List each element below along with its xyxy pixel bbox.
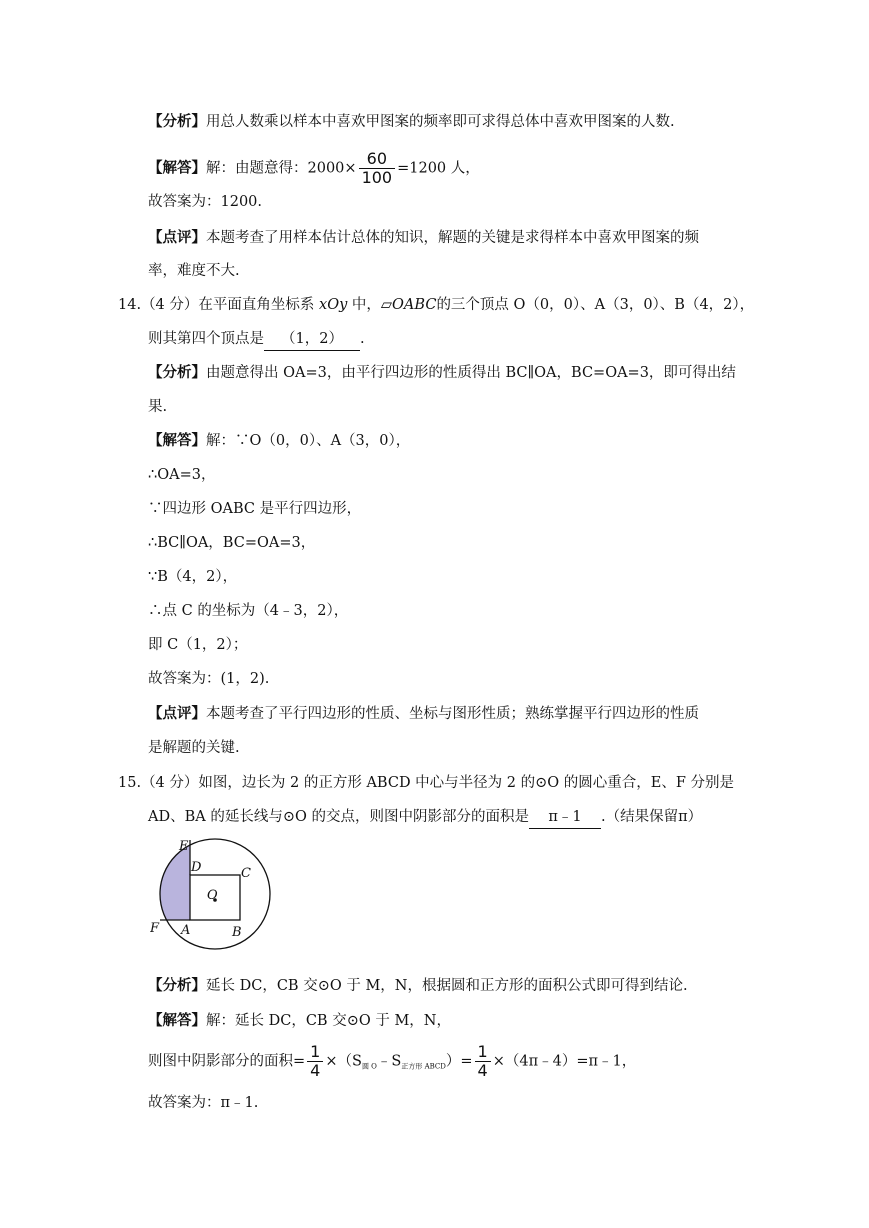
q14-analysis-line1	[148, 362, 736, 384]
stem-text: （4 分）在平面直角坐标系	[141, 297, 320, 313]
solution-text-post: =1200 人，	[397, 160, 480, 177]
solution-text: ﹣S	[376, 1053, 402, 1070]
q14-step: ∴OA=3，	[148, 467, 216, 483]
q15-stem-line2	[148, 806, 702, 829]
label-a: A	[181, 923, 191, 938]
q15-solution-line1	[148, 1010, 451, 1032]
solution-tag: 【解答】	[148, 433, 206, 449]
analysis-text: 用总人数乘以样本中喜欢甲图案的频率即可求得总体中喜欢甲图案的人数.	[206, 114, 675, 130]
label-o: O	[207, 888, 218, 903]
q14-stem-line2	[148, 328, 365, 351]
q14-stem-line1	[118, 294, 754, 316]
subscript-square: 正方形 ABCD	[401, 1062, 446, 1071]
label-b: B	[232, 925, 242, 940]
label-e: E	[179, 839, 189, 854]
comment-text: 本题考查了用样本估计总体的知识，解题的关键是求得样本中喜欢甲图案的频	[206, 230, 699, 246]
q14-solution-line1	[148, 430, 410, 452]
label-f: F	[150, 921, 160, 936]
answer-blank: π﹣1	[529, 806, 601, 829]
question-number: 15.	[118, 775, 142, 791]
q14-step: ∴BC∥OA，BC=OA=3，	[148, 535, 316, 551]
analysis-tag: 【分析】	[148, 365, 206, 381]
analysis-tag: 【分析】	[148, 978, 206, 994]
q14-step: 即 C（1，2）；	[148, 637, 248, 653]
q15-solution-line2	[148, 1043, 636, 1080]
fraction-denominator: 4	[475, 1061, 491, 1080]
stem-text: 中，▱	[347, 297, 393, 313]
q13-comment-line1	[148, 227, 699, 249]
circle-square-figure	[150, 836, 280, 960]
stem-text: .	[360, 331, 365, 347]
q15-stem-line1	[118, 772, 734, 794]
solution-text: ×（4π﹣4）=π﹣1，	[492, 1053, 637, 1070]
solution-text: ×（S	[325, 1053, 362, 1070]
q14-step: ∵四边形 OABC 是平行四边形，	[148, 501, 362, 517]
fraction-numerator: 1	[310, 1042, 321, 1061]
q15-analysis	[148, 975, 688, 997]
stem-oabc: OABC	[392, 297, 437, 313]
solution-text: 则图中阴影部分的面积=	[148, 1053, 306, 1070]
q13-answer: 故答案为：1200.	[148, 194, 263, 210]
analysis-text: 由题意得出 OA=3，由平行四边形的性质得出 BC∥OA，BC=OA=3，即可得出结	[206, 365, 736, 381]
solution-text-pre: 解：由题意得：2000×	[206, 160, 357, 177]
label-d: D	[191, 860, 202, 875]
solution-text: 解：∵O（0，0）、A（3，0），	[206, 433, 411, 449]
question-number: 14.	[118, 297, 142, 313]
stem-text: 的三个顶点 O（0，0）、A（3，0）、B（4，2），	[436, 297, 755, 313]
fraction-numerator: 1	[477, 1042, 488, 1061]
stem-text: （4 分）如图，边长为 2 的正方形 ABCD 中心与半径为 2 的⊙O 的圆心重合，E、F 分别是	[141, 775, 735, 791]
q14-step: ∴点 C 的坐标为（4﹣3，2），	[148, 603, 349, 619]
q13-analysis	[148, 111, 675, 133]
analysis-text: 延长 DC，CB 交⊙O 于 M，N，根据圆和正方形的面积公式即可得到结论.	[206, 978, 688, 994]
solution-tag: 【解答】	[148, 1013, 206, 1029]
q13-solution	[148, 150, 480, 187]
comment-text: 本题考查了平行四边形的性质、坐标与图形性质；熟练掌握平行四边形的性质	[206, 706, 699, 722]
stem-xoy: xOy	[319, 297, 348, 313]
label-c: C	[241, 866, 251, 881]
q14-step: ∵B（4，2），	[148, 569, 238, 585]
fraction-denominator: 100	[359, 168, 396, 187]
solution-tag: 【解答】	[148, 160, 206, 177]
comment-tag: 【点评】	[148, 706, 206, 722]
q13-comment-line2: 率，难度不大.	[148, 263, 240, 279]
q14-comment-line2: 是解题的关键.	[148, 740, 240, 756]
stem-text: 则其第四个顶点是	[148, 331, 264, 347]
fraction-numerator: 60	[366, 149, 388, 168]
solution-text: ）=	[445, 1053, 473, 1070]
stem-text: AD、BA 的延长线与⊙O 的交点，则图中阴影部分的面积是	[148, 809, 529, 825]
q14-analysis-line2: 果.	[148, 399, 168, 415]
answer-blank: （1，2）	[264, 328, 360, 351]
fraction-denominator: 4	[307, 1061, 323, 1080]
fraction-one-quarter	[307, 1043, 323, 1080]
q14-answer: 故答案为：(1，2).	[148, 671, 270, 687]
subscript-circle: 圆 O	[361, 1062, 377, 1071]
q15-answer: 故答案为：π﹣1.	[148, 1095, 259, 1111]
q14-comment-line1	[148, 703, 699, 725]
analysis-tag: 【分析】	[148, 114, 206, 130]
solution-text: 解：延长 DC，CB 交⊙O 于 M，N，	[206, 1013, 451, 1029]
fraction-60-100	[359, 150, 396, 187]
stem-text: .（结果保留π）	[600, 809, 703, 825]
fraction-one-quarter	[475, 1043, 491, 1080]
comment-tag: 【点评】	[148, 230, 206, 246]
